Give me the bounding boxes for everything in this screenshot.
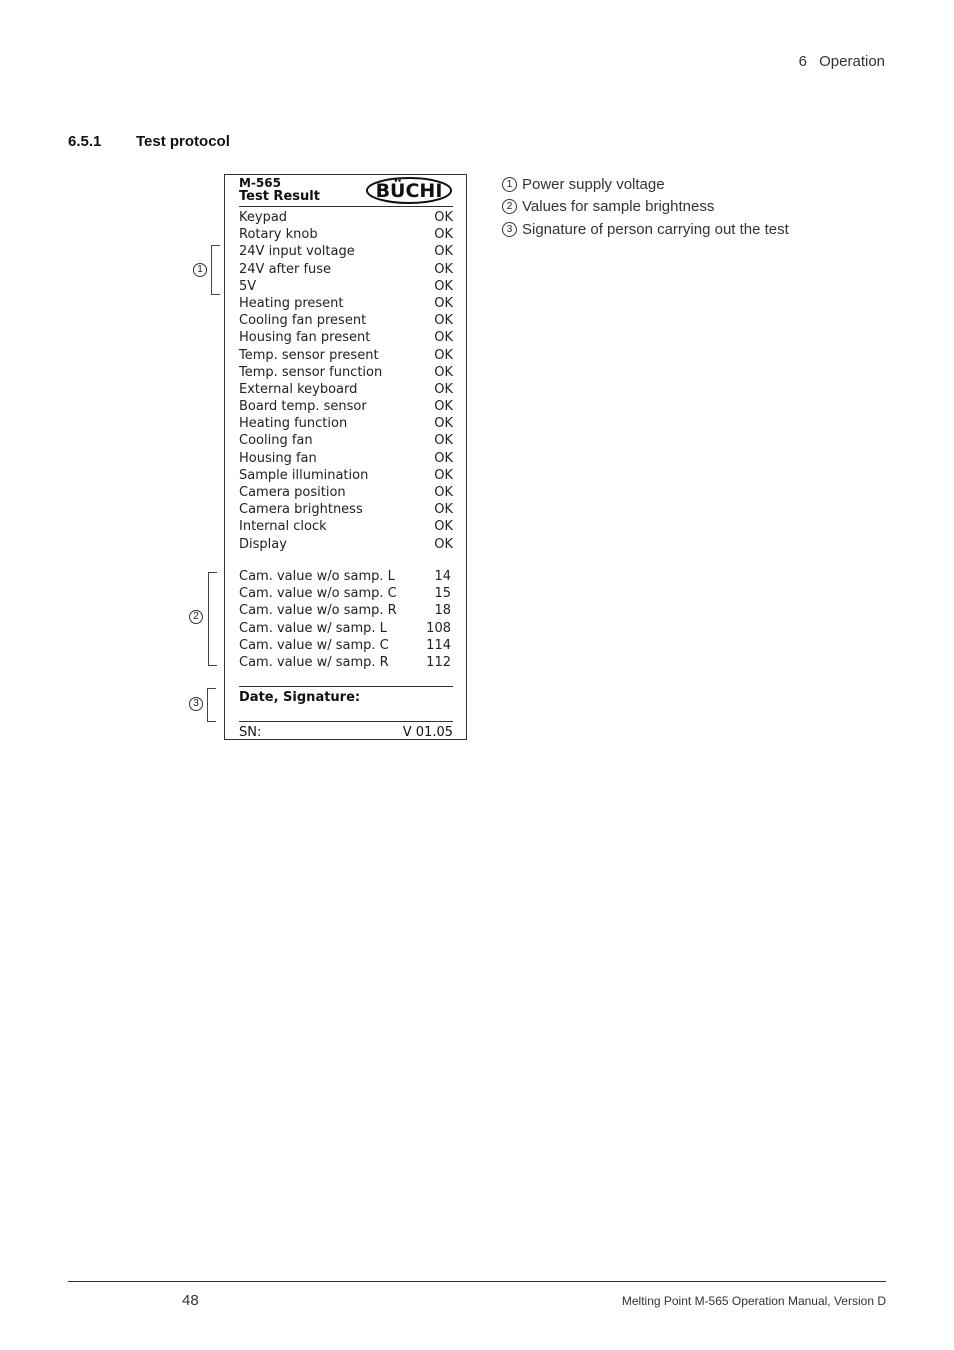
check-list xyxy=(239,209,453,553)
buchi-logo xyxy=(366,177,452,204)
printout-model: M-565 xyxy=(239,176,281,190)
check-label: Temp. sensor function xyxy=(239,364,383,380)
check-label: Cooling fan xyxy=(239,433,313,449)
check-row xyxy=(239,347,453,364)
check-label: Heating present xyxy=(239,295,344,311)
page-number: 48 xyxy=(182,1292,199,1309)
check-row xyxy=(239,295,453,312)
check-row xyxy=(239,415,453,432)
camera-value: 114 xyxy=(426,637,451,653)
check-label: 24V after fuse xyxy=(239,261,332,277)
camera-value-row xyxy=(239,602,453,619)
signature-bottom-rule xyxy=(239,721,453,722)
check-row xyxy=(239,329,453,346)
check-status: OK xyxy=(434,536,453,552)
check-row xyxy=(239,398,453,415)
camera-value-label: Cam. value w/o samp. R xyxy=(239,603,397,619)
camera-value: 15 xyxy=(434,586,451,602)
section-number: 6.5.1 xyxy=(68,133,102,150)
check-status: OK xyxy=(434,364,453,380)
test-result-printout xyxy=(224,174,467,740)
legend-number: 1 xyxy=(502,177,517,192)
camera-value-label: Cam. value w/ samp. L xyxy=(239,620,387,636)
check-row xyxy=(239,226,453,243)
camera-value-label: Cam. value w/ samp. C xyxy=(239,637,389,653)
check-status: OK xyxy=(434,381,453,397)
check-status: OK xyxy=(434,261,453,277)
check-row xyxy=(239,432,453,449)
check-label: Housing fan xyxy=(239,450,317,466)
check-row xyxy=(239,484,453,501)
camera-values-list xyxy=(239,568,453,671)
logo-text: BÜCHI xyxy=(375,180,443,202)
signature-label: Date, Signature: xyxy=(239,690,361,705)
check-label: Internal clock xyxy=(239,519,327,535)
printout-title-rule xyxy=(239,206,453,207)
camera-value-row xyxy=(239,637,453,654)
check-label: Sample illumination xyxy=(239,467,369,483)
check-status: OK xyxy=(434,433,453,449)
legend-text: Power supply voltage xyxy=(522,175,665,193)
legend-text: Values for sample brightness xyxy=(522,198,715,216)
check-label: Camera brightness xyxy=(239,502,363,518)
check-label: Temp. sensor present xyxy=(239,347,379,363)
check-label: External keyboard xyxy=(239,381,358,397)
legend-number: 3 xyxy=(502,222,517,237)
check-row xyxy=(239,261,453,278)
callout-3: 3 xyxy=(189,697,203,711)
check-status: OK xyxy=(434,347,453,363)
check-status: OK xyxy=(434,313,453,329)
camera-value-label: Cam. value w/ samp. R xyxy=(239,654,389,670)
camera-value-row xyxy=(239,585,453,602)
legend-text: Signature of person carrying out the test xyxy=(522,220,789,238)
check-row xyxy=(239,312,453,329)
check-row xyxy=(239,450,453,467)
section-title: Test protocol xyxy=(136,133,230,150)
camera-value: 14 xyxy=(434,569,451,584)
callout-2: 2 xyxy=(189,610,203,624)
check-label: 5V xyxy=(239,278,257,294)
check-row xyxy=(239,243,453,260)
footer-rule xyxy=(68,1281,886,1282)
check-row xyxy=(239,278,453,295)
check-row xyxy=(239,467,453,484)
chapter-header xyxy=(799,53,885,70)
check-label: Display xyxy=(239,536,287,552)
check-label: Heating function xyxy=(239,416,348,432)
camera-value: 18 xyxy=(434,603,451,619)
firmware-version: V 01.05 xyxy=(402,725,453,740)
check-status: OK xyxy=(434,502,453,518)
sn-label: SN: xyxy=(239,725,262,740)
check-label: Board temp. sensor xyxy=(239,399,367,415)
signature-top-rule xyxy=(239,686,453,687)
check-status: OK xyxy=(434,330,453,346)
camera-value-row xyxy=(239,568,453,585)
check-status: OK xyxy=(434,244,453,260)
check-label: Keypad xyxy=(239,210,288,225)
bracket-power-supply xyxy=(211,245,220,295)
chapter-title: Operation xyxy=(819,53,885,70)
legend-item xyxy=(502,173,789,196)
document-title: Melting Point M-565 Operation Manual, Version D xyxy=(621,1294,886,1308)
check-row xyxy=(239,364,453,381)
bracket-sample-brightness xyxy=(208,572,217,666)
bracket-signature xyxy=(207,688,216,722)
camera-value-row xyxy=(239,620,453,637)
printout-title: Test Result xyxy=(239,189,320,204)
check-status: OK xyxy=(434,278,453,294)
check-status: OK xyxy=(434,295,453,311)
legend xyxy=(502,173,789,241)
check-row xyxy=(239,536,453,553)
check-row xyxy=(239,381,453,398)
legend-number: 2 xyxy=(502,199,517,214)
check-status: OK xyxy=(434,519,453,535)
legend-item xyxy=(502,196,789,219)
check-row xyxy=(239,501,453,518)
serial-version-row xyxy=(239,725,453,740)
check-status: OK xyxy=(434,485,453,500)
section-heading xyxy=(68,133,230,150)
check-status: OK xyxy=(434,399,453,415)
camera-value: 108 xyxy=(426,620,451,636)
camera-value-label: Cam. value w/o samp. C xyxy=(239,586,397,602)
check-label: Rotary knob xyxy=(239,227,318,243)
check-status: OK xyxy=(434,210,453,225)
check-status: OK xyxy=(434,467,453,483)
check-label: Cooling fan present xyxy=(239,313,367,329)
check-label: Housing fan present xyxy=(239,330,371,346)
callout-1: 1 xyxy=(193,263,207,277)
check-row xyxy=(239,209,453,226)
check-status: OK xyxy=(434,227,453,243)
buchi-logo-graphic xyxy=(366,177,452,204)
check-status: OK xyxy=(434,450,453,466)
check-row xyxy=(239,518,453,535)
camera-value-label: Cam. value w/o samp. L xyxy=(239,569,395,584)
legend-item xyxy=(502,218,789,241)
check-label: Camera position xyxy=(239,485,346,500)
camera-value-row xyxy=(239,654,453,671)
check-label: 24V input voltage xyxy=(239,244,355,260)
camera-value: 112 xyxy=(426,654,451,670)
check-status: OK xyxy=(434,416,453,432)
chapter-number: 6 xyxy=(798,53,807,70)
